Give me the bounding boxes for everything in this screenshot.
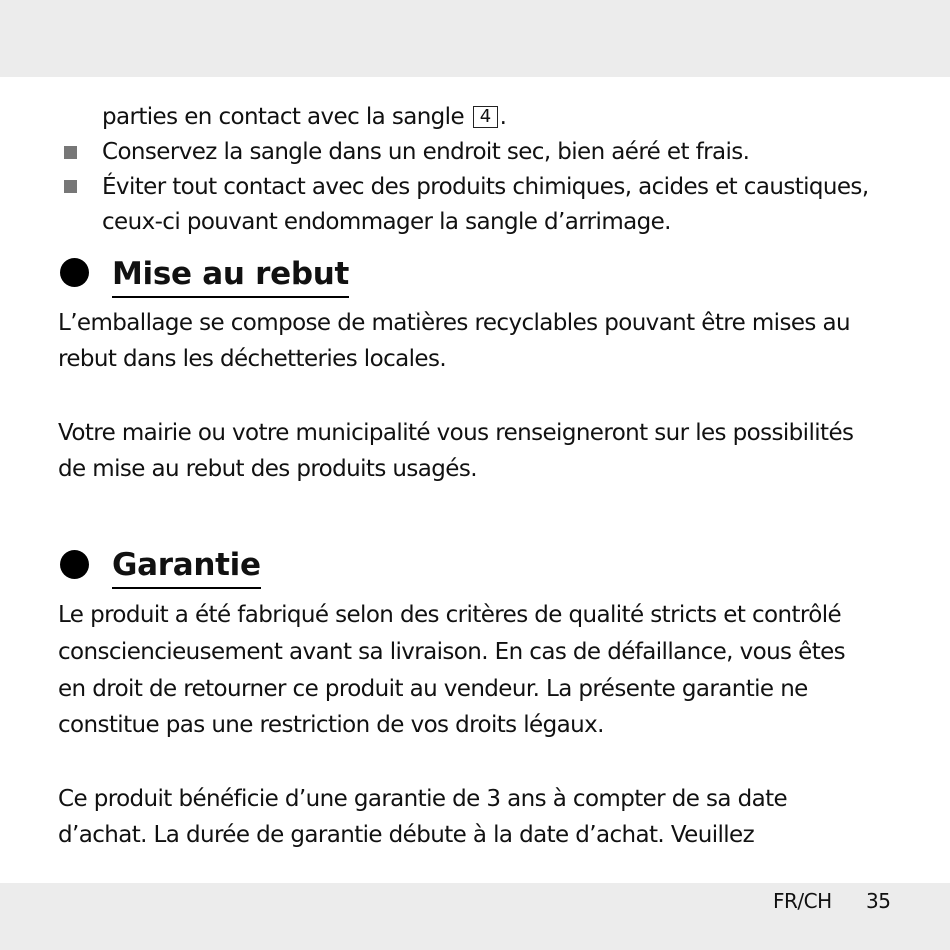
footer-locale: FR/CH xyxy=(773,889,832,913)
page-number: 35 xyxy=(866,889,891,913)
paragraph-line: L’emballage se compose de matières recyclables pouvant être mises au xyxy=(58,310,850,336)
paragraph-line: d’achat. La durée de garantie débute à la date d’achat. Veuillez xyxy=(58,822,755,848)
paragraph-line: de mise au rebut des produits usagés. xyxy=(58,456,477,482)
part-reference-box: 4 xyxy=(473,106,498,128)
list-item-line2: ceux-ci pouvant endommager la sangle d’arrimage. xyxy=(102,209,671,235)
square-bullet-icon xyxy=(64,180,77,193)
paragraph-line: constitue pas une restriction de vos droits légaux. xyxy=(58,712,604,738)
square-bullet-icon xyxy=(64,146,77,159)
paragraph-line: Ce produit bénéficie d’une garantie de 3 ans à compter de sa date xyxy=(58,786,788,812)
list-item: Conservez la sangle dans un endroit sec, bien aéré et frais. xyxy=(102,139,750,165)
section-heading-warranty: Garantie xyxy=(112,545,261,589)
continuation-suffix: . xyxy=(499,104,507,130)
paragraph-line: en droit de retourner ce produit au vendeur. La présente garantie ne xyxy=(58,676,808,702)
section-bullet-icon xyxy=(60,550,89,579)
section-heading-disposal: Mise au rebut xyxy=(112,254,349,298)
paragraph-line: rebut dans les déchetteries locales. xyxy=(58,346,447,372)
list-item: Éviter tout contact avec des produits chimiques, acides et caustiques, xyxy=(102,174,869,200)
list-item-continuation xyxy=(102,99,506,135)
section-bullet-icon xyxy=(60,258,89,287)
paragraph-line: consciencieusement avant sa livraison. En cas de défaillance, vous êtes xyxy=(58,639,846,665)
continuation-text: parties en contact avec la sangle xyxy=(102,104,465,130)
paragraph-line: Votre mairie ou votre municipalité vous renseigneront sur les possibilités xyxy=(58,420,854,446)
paragraph-line: Le produit a été fabriqué selon des critères de qualité stricts et contrôlé xyxy=(58,602,842,628)
top-margin-band xyxy=(0,0,950,77)
